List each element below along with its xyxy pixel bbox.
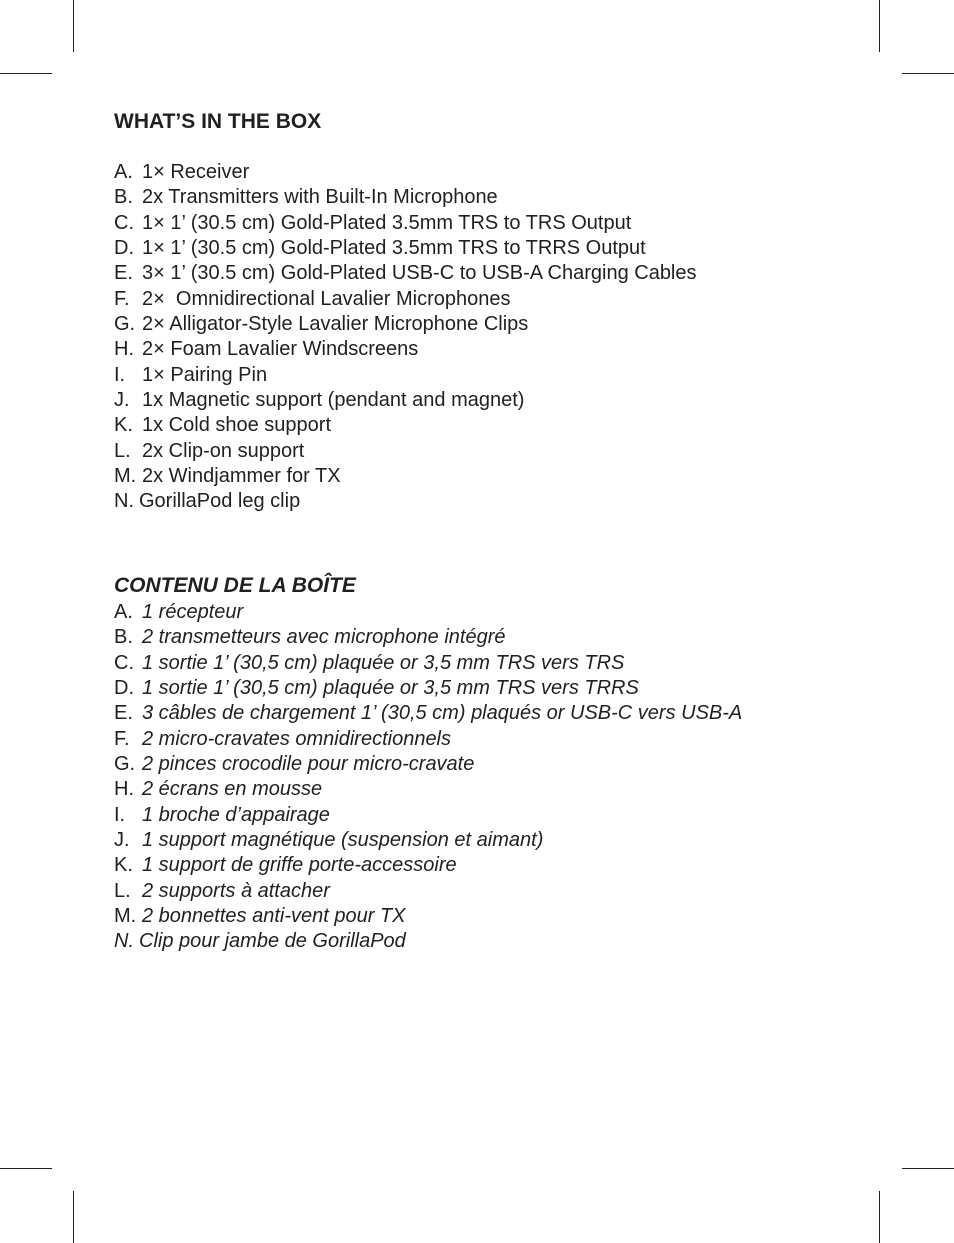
list-item (114, 211, 697, 236)
list-item (114, 160, 697, 185)
item-text: 1x Cold shoe support (142, 414, 332, 437)
list-item (114, 727, 742, 752)
item-letter: I. (114, 363, 126, 386)
item-text: 2 transmetteurs avec microphone intégré (142, 626, 506, 649)
item-letter: C. (114, 651, 134, 674)
item-letter: G. (114, 313, 136, 336)
item-letter: L. (114, 439, 131, 462)
item-text: 1x Magnetic support (pendant and magnet) (142, 389, 525, 412)
english-contents-list (114, 160, 697, 515)
list-item (114, 489, 697, 514)
item-text: 1 sortie 1’ (30,5 cm) plaquée or 3,5 mm TRS vers TRRS (142, 677, 639, 700)
list-item (114, 651, 742, 676)
crop-mark-top-left-vertical (73, 0, 74, 52)
list-item (114, 600, 742, 625)
list-item (114, 752, 742, 777)
list-item (114, 439, 697, 464)
item-letter: H. (114, 338, 134, 361)
item-letter: B. (114, 186, 133, 209)
item-letter: A. (114, 161, 133, 183)
item-letter: F. (114, 287, 130, 310)
crop-mark-top-left-horizontal (0, 73, 52, 74)
crop-mark-bottom-right-horizontal (902, 1168, 954, 1169)
item-text: 1× 1’ (30.5 cm) Gold-Plated 3.5mm TRS to TRS Output (142, 211, 632, 234)
list-item (114, 929, 742, 954)
list-item (114, 879, 742, 904)
item-text: 2x Transmitters with Built-In Microphone (142, 186, 498, 209)
list-item (114, 676, 742, 701)
list-item (114, 312, 697, 337)
item-text: 1 sortie 1’ (30,5 cm) plaquée or 3,5 mm TRS vers TRS (142, 651, 625, 674)
list-item (114, 236, 697, 261)
list-item (114, 287, 697, 312)
item-letter: K. (114, 414, 133, 437)
crop-mark-bottom-left-horizontal (0, 1168, 52, 1169)
item-text: 1× 1’ (30.5 cm) Gold-Plated 3.5mm TRS to TRRS Output (142, 237, 646, 260)
list-item (114, 464, 697, 489)
list-item (114, 363, 697, 388)
item-text: 1 récepteur (142, 601, 244, 623)
french-contents-list (114, 600, 742, 955)
english-heading: WHAT’S IN THE BOX (114, 110, 322, 133)
list-item (114, 337, 697, 362)
crop-mark-bottom-right-vertical (879, 1191, 880, 1243)
item-text: 3× 1’ (30.5 cm) Gold-Plated USB-C to USB-A Charging Cables (142, 262, 697, 285)
french-heading: CONTENU DE LA BOÎTE (114, 574, 356, 597)
item-letter: M. (114, 465, 137, 488)
item-letter: J. (114, 389, 130, 412)
item-letter: D. (114, 237, 134, 260)
crop-mark-top-right-horizontal (902, 73, 954, 74)
crop-mark-bottom-left-vertical (73, 1191, 74, 1243)
crop-mark-top-right-vertical (879, 0, 880, 52)
list-item (114, 803, 742, 828)
item-letter: N. (114, 490, 134, 513)
item-letter: D. (114, 677, 134, 700)
french-section (114, 573, 742, 955)
item-letter: K. (114, 854, 133, 877)
item-letter: L. (114, 879, 131, 902)
item-letter: M. (114, 905, 137, 928)
item-text: 2x Windjammer for TX (142, 465, 341, 488)
item-text: 2 micro-cravates omnidirectionnels (142, 727, 452, 750)
item-text: 1 broche d’appairage (142, 803, 330, 826)
list-item (114, 388, 697, 413)
list-item (114, 261, 697, 286)
item-letter: B. (114, 626, 133, 649)
list-item (114, 777, 742, 802)
item-text: 2× Foam Lavalier Windscreens (142, 338, 419, 361)
item-text: GorillaPod leg clip (139, 490, 301, 513)
list-item (114, 904, 742, 929)
list-item (114, 185, 697, 210)
item-letter: F. (114, 727, 130, 750)
item-text: 1× Pairing Pin (142, 363, 268, 386)
english-section (114, 109, 697, 515)
list-item (114, 828, 742, 853)
item-letter: A. (114, 601, 133, 623)
item-text: 2x Clip-on support (142, 439, 305, 462)
item-letter: N. (114, 930, 134, 953)
item-text: 2 bonnettes anti-vent pour TX (142, 905, 406, 928)
item-letter: H. (114, 778, 134, 801)
item-text: 3 câbles de chargement 1’ (30,5 cm) plaqués or USB-C vers USB-A (142, 702, 743, 725)
item-text: Clip pour jambe de GorillaPod (139, 930, 406, 953)
item-letter: I. (114, 803, 126, 826)
item-text: 2× Omnidirectional Lavalier Microphones (142, 287, 511, 310)
list-item (114, 625, 742, 650)
item-text: 1× Receiver (142, 161, 250, 183)
item-text: 2× Alligator-Style Lavalier Microphone Clips (142, 313, 529, 336)
item-text: 2 pinces crocodile pour micro-cravate (142, 753, 475, 776)
item-text: 2 supports à attacher (142, 879, 330, 902)
item-text: 1 support magnétique (suspension et aimant) (142, 829, 544, 852)
item-letter: C. (114, 211, 134, 234)
item-text: 2 écrans en mousse (142, 778, 323, 801)
list-item (114, 853, 742, 878)
item-letter: G. (114, 753, 136, 776)
list-item (114, 701, 742, 726)
item-text: 1 support de griffe porte-accessoire (142, 854, 457, 877)
item-letter: E. (114, 262, 133, 285)
item-letter: J. (114, 829, 130, 852)
list-item (114, 413, 697, 438)
item-letter: E. (114, 702, 133, 725)
